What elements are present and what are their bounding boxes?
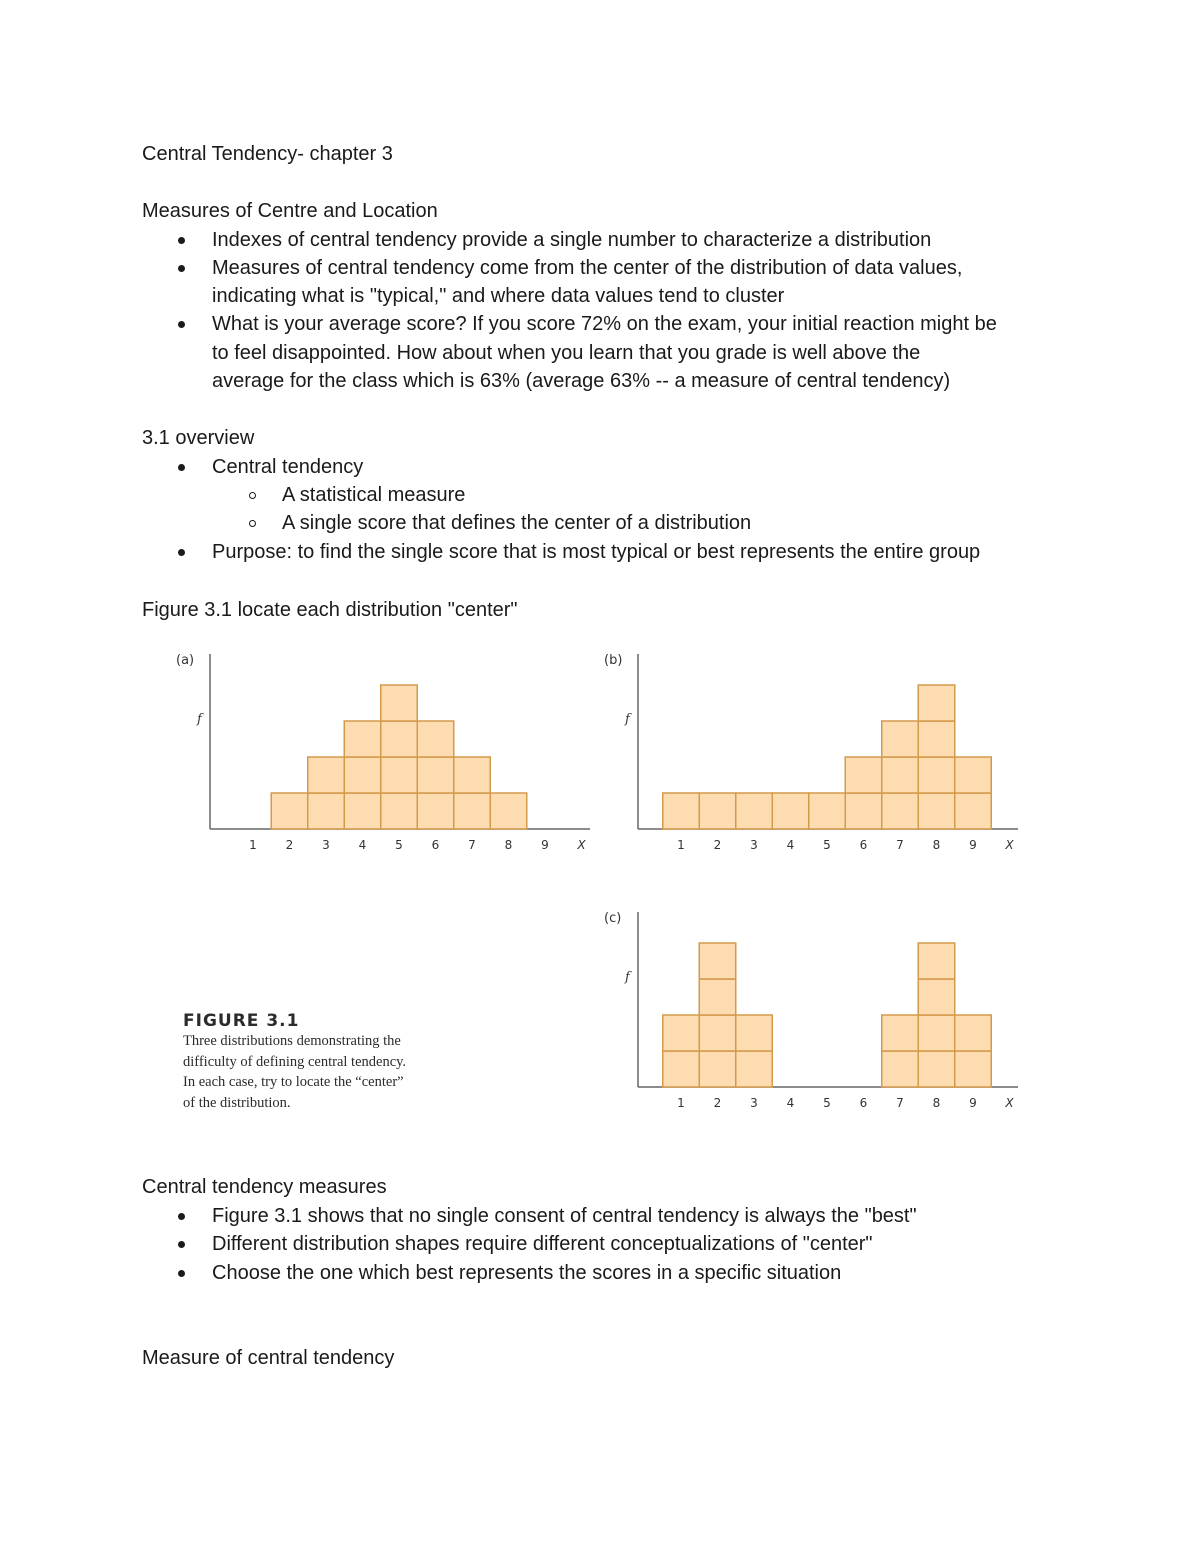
x-tick-label: 1	[677, 1096, 685, 1110]
panel-label: (c)	[604, 911, 622, 926]
x-tick-label: 7	[468, 838, 476, 852]
list-item-continuation: indicating what is "typical," and where data values tend to cluster	[212, 285, 785, 307]
bar-block	[344, 721, 381, 757]
bar-block	[271, 793, 308, 829]
bar-block	[699, 1015, 736, 1051]
bar-block	[918, 721, 955, 757]
y-axis-label: f	[197, 712, 202, 727]
bullet-icon	[178, 321, 185, 328]
bar-block	[454, 757, 491, 793]
section-heading-measures: Measures of Centre and Location	[142, 200, 438, 222]
bullet-icon	[178, 549, 185, 556]
figure-caption-line: Three distributions demonstrating the	[183, 1033, 401, 1049]
panel-label: (a)	[176, 653, 195, 668]
list-item-continuation: average for the class which is 63% (average 63% -- a measure of central tendency)	[212, 370, 951, 392]
x-axis-label: X	[1005, 838, 1014, 852]
bar-block	[736, 793, 773, 829]
figure-caption-line: In each case, try to locate the “center”	[183, 1074, 404, 1090]
bar-block	[845, 757, 882, 793]
bar-block	[882, 721, 919, 757]
bar-block	[417, 793, 454, 829]
figure-caption	[183, 1011, 406, 1113]
bar-block	[772, 793, 809, 829]
list-item: Indexes of central tendency provide a single number to characterize a distribution	[212, 229, 932, 251]
bar-block	[490, 793, 527, 829]
bar-block	[454, 793, 491, 829]
x-tick-label: 8	[932, 1096, 941, 1110]
x-tick-label: 3	[750, 838, 758, 852]
bar-block	[736, 1015, 773, 1051]
x-tick-label: 5	[823, 1096, 831, 1110]
bar-block	[882, 793, 919, 829]
x-tick-label: 1	[677, 838, 685, 852]
bar-block	[955, 757, 992, 793]
bar-block	[736, 1051, 773, 1087]
figure-caption-line: of the distribution.	[183, 1094, 291, 1111]
x-tick-label: 3	[322, 838, 330, 852]
bullet-icon	[178, 1241, 185, 1248]
bar-block	[663, 793, 700, 829]
bar-block	[918, 979, 955, 1015]
bar-block	[344, 757, 381, 793]
x-tick-label: 8	[932, 838, 941, 852]
section-heading-overview: 3.1 overview	[142, 427, 255, 449]
x-tick-label: 4	[358, 838, 367, 852]
x-tick-label: 7	[896, 838, 904, 852]
x-tick-label: 5	[823, 838, 831, 852]
x-tick-label: 7	[896, 1096, 904, 1110]
y-axis-label: f	[625, 712, 630, 727]
x-tick-label: 2	[713, 1096, 722, 1110]
list-item: Choose the one which best represents the scores in a specific situation	[212, 1262, 842, 1284]
list-item: Central tendency	[212, 456, 364, 478]
bar-block	[955, 1051, 992, 1087]
bullet-icon	[178, 265, 185, 272]
list-item: Different distribution shapes require different conceptualizations of "center"	[212, 1233, 873, 1255]
list-item-continuation: to feel disappointed. How about when you learn that you grade is well above the	[212, 342, 921, 364]
bar-block	[918, 685, 955, 721]
bar-block	[417, 757, 454, 793]
sub-bullet-icon	[249, 492, 256, 499]
section-heading-measure: Measure of central tendency	[142, 1347, 395, 1369]
bar-block	[918, 793, 955, 829]
x-axis-label: X	[1005, 1096, 1014, 1110]
x-tick-label: 9	[969, 1096, 977, 1110]
bullet-icon	[178, 1213, 185, 1220]
bar-block	[918, 943, 955, 979]
x-tick-label: 9	[541, 838, 549, 852]
x-tick-label: 4	[786, 1096, 795, 1110]
bar-block	[663, 1051, 700, 1087]
bar-block	[344, 793, 381, 829]
bullet-icon	[178, 464, 185, 471]
page-title: Central Tendency- chapter 3	[142, 143, 393, 165]
bullet-icon	[178, 237, 185, 244]
x-tick-label: 8	[504, 838, 513, 852]
x-axis-label: X	[577, 838, 586, 852]
bar-block	[308, 793, 345, 829]
figure-caption-title: FIGURE 3.1	[183, 1011, 300, 1031]
bar-block	[699, 793, 736, 829]
bar-block	[381, 721, 418, 757]
bar-block	[417, 721, 454, 757]
x-tick-label: 2	[285, 838, 294, 852]
panel-label: (b)	[604, 653, 623, 668]
x-tick-label: 9	[969, 838, 977, 852]
bar-block	[955, 1015, 992, 1051]
x-tick-label: 2	[713, 838, 722, 852]
bar-block	[381, 685, 418, 721]
bar-block	[918, 1015, 955, 1051]
figure-intro: Figure 3.1 locate each distribution "center"	[142, 599, 518, 621]
x-tick-label: 6	[859, 838, 868, 852]
y-axis-label: f	[625, 970, 630, 985]
bar-block	[381, 757, 418, 793]
x-tick-label: 5	[395, 838, 403, 852]
bar-block	[699, 1051, 736, 1087]
x-tick-label: 6	[859, 1096, 868, 1110]
bar-block	[955, 793, 992, 829]
x-tick-label: 1	[249, 838, 257, 852]
figure-caption-line: difficulty of defining central tendency.	[183, 1053, 407, 1070]
list-item: Purpose: to find the single score that is most typical or best represents the entire group	[212, 541, 981, 563]
bar-block	[882, 1051, 919, 1087]
bullet-icon	[178, 1270, 185, 1277]
list-item: Measures of central tendency come from the center of the distribution of data values,	[212, 257, 963, 279]
list-item: Figure 3.1 shows that no single consent of central tendency is always the "best"	[212, 1205, 917, 1227]
bar-block	[809, 793, 846, 829]
section-heading-measures-list: Central tendency measures	[142, 1176, 387, 1198]
bar-block	[918, 757, 955, 793]
bar-block	[699, 979, 736, 1015]
x-tick-label: 6	[431, 838, 440, 852]
bar-block	[882, 757, 919, 793]
x-tick-label: 4	[786, 838, 795, 852]
bar-block	[663, 1015, 700, 1051]
bar-block	[918, 1051, 955, 1087]
list-item: What is your average score? If you score 72% on the exam, your initial reaction might be	[212, 313, 997, 335]
sub-list-item: A statistical measure	[282, 484, 466, 506]
bar-block	[882, 1015, 919, 1051]
bar-block	[308, 757, 345, 793]
sub-list-item: A single score that defines the center of a distribution	[282, 512, 752, 534]
bar-block	[699, 943, 736, 979]
x-tick-label: 3	[750, 1096, 758, 1110]
bar-block	[845, 793, 882, 829]
bar-block	[381, 793, 418, 829]
sub-bullet-icon	[249, 520, 256, 527]
